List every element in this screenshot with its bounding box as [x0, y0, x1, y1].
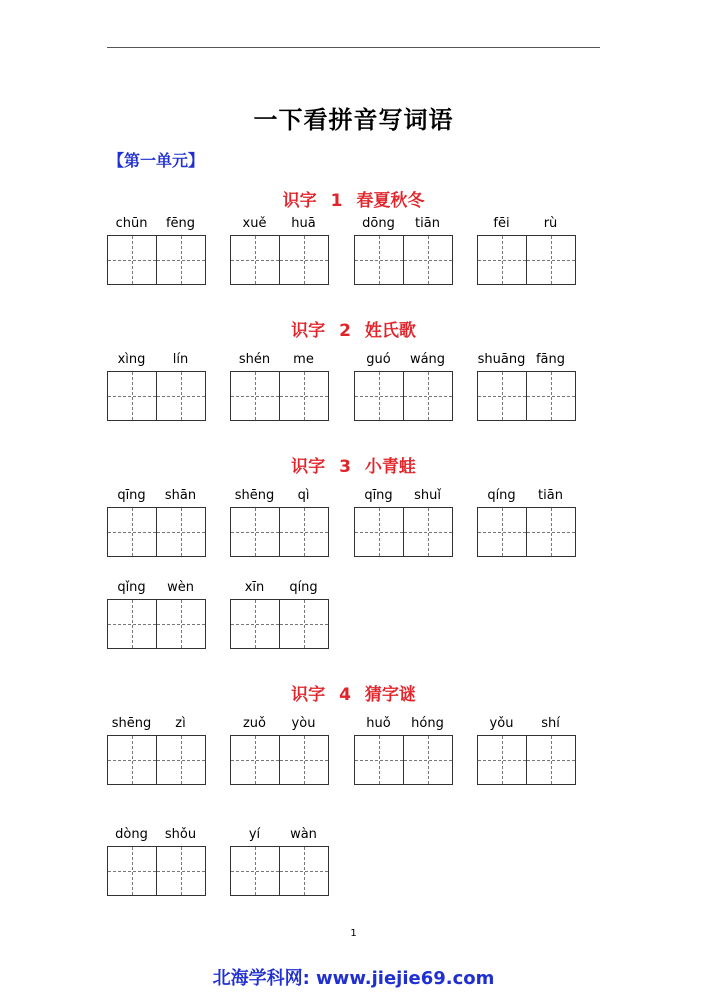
tianzige-grid[interactable] — [354, 371, 453, 421]
writing-cell[interactable] — [355, 236, 404, 284]
writing-cell[interactable] — [280, 600, 328, 648]
lesson-heading: 识字 1 春夏秋冬 — [282, 191, 425, 211]
writing-cell[interactable] — [527, 736, 575, 784]
word-item — [230, 352, 329, 428]
writing-cell[interactable] — [157, 736, 205, 784]
tianzige-grid[interactable] — [107, 371, 206, 421]
word-item — [354, 352, 453, 428]
word-item — [107, 352, 206, 428]
writing-cell[interactable] — [527, 236, 575, 284]
pinyin-label: tiān — [538, 488, 563, 503]
pinyin-label: me — [293, 352, 314, 367]
footer-website: 北海学科网: www.jiejie69.com — [212, 968, 495, 989]
word-item — [477, 216, 576, 292]
writing-cell[interactable] — [157, 372, 205, 420]
writing-cell[interactable] — [108, 736, 157, 784]
guide-line-horizontal — [157, 760, 205, 761]
guide-line-horizontal — [231, 396, 279, 397]
writing-cell[interactable] — [478, 508, 527, 556]
pinyin-label: fēi — [493, 216, 510, 231]
pinyin-label: fāng — [535, 352, 566, 367]
pinyin-label: guó — [366, 352, 391, 367]
guide-line-horizontal — [157, 396, 205, 397]
writing-cell[interactable] — [231, 600, 280, 648]
word-item — [230, 716, 329, 792]
word-item — [107, 216, 206, 292]
pinyin-label: tiān — [415, 216, 440, 231]
writing-cell[interactable] — [355, 372, 404, 420]
pinyin-label: shuāng — [477, 352, 526, 367]
writing-cell[interactable] — [478, 236, 527, 284]
writing-cell[interactable] — [157, 236, 205, 284]
writing-cell[interactable] — [157, 508, 205, 556]
writing-cell[interactable] — [280, 372, 328, 420]
guide-line-horizontal — [404, 532, 452, 533]
tianzige-grid[interactable] — [354, 735, 453, 785]
tianzige-grid[interactable] — [107, 846, 206, 896]
tianzige-grid[interactable] — [230, 235, 329, 285]
guide-line-horizontal — [231, 532, 279, 533]
word-item — [230, 827, 329, 903]
writing-cell[interactable] — [355, 736, 404, 784]
pinyin-label: shuǐ — [414, 488, 441, 503]
guide-line-horizontal — [478, 260, 526, 261]
tianzige-grid[interactable] — [107, 507, 206, 557]
word-item — [477, 716, 576, 792]
pinyin-label: shén — [238, 352, 271, 367]
guide-line-horizontal — [355, 760, 403, 761]
word-item — [230, 580, 329, 656]
guide-line-horizontal — [527, 260, 575, 261]
word-item — [230, 216, 329, 292]
pinyin-label: qǐng — [117, 580, 146, 595]
tianzige-grid[interactable] — [477, 235, 576, 285]
writing-cell[interactable] — [527, 372, 575, 420]
pinyin-label: shēng — [111, 716, 152, 731]
tianzige-grid[interactable] — [230, 507, 329, 557]
writing-cell[interactable] — [280, 508, 328, 556]
tianzige-grid[interactable] — [477, 507, 576, 557]
pinyin-label: dōng — [362, 216, 395, 231]
word-item — [354, 488, 453, 564]
guide-line-horizontal — [157, 624, 205, 625]
guide-line-horizontal — [157, 532, 205, 533]
writing-cell[interactable] — [478, 372, 527, 420]
writing-cell[interactable] — [231, 736, 280, 784]
guide-line-horizontal — [157, 260, 205, 261]
pinyin-label: rù — [543, 216, 558, 231]
tianzige-grid[interactable] — [107, 235, 206, 285]
pinyin-label: yòu — [291, 716, 316, 731]
tianzige-grid[interactable] — [107, 735, 206, 785]
pinyin-label: xīn — [244, 580, 265, 595]
word-item — [107, 827, 206, 903]
pinyin-label: qīng — [364, 488, 393, 503]
pinyin-label: qíng — [289, 580, 318, 595]
pinyin-label: hóng — [411, 716, 444, 731]
guide-line-horizontal — [478, 396, 526, 397]
guide-line-horizontal — [404, 760, 452, 761]
tianzige-grid[interactable] — [230, 735, 329, 785]
writing-cell[interactable] — [231, 372, 280, 420]
guide-line-horizontal — [355, 532, 403, 533]
tianzige-grid[interactable] — [477, 371, 576, 421]
guide-line-horizontal — [108, 396, 156, 397]
tianzige-grid[interactable] — [230, 599, 329, 649]
writing-cell[interactable] — [231, 847, 280, 895]
lesson-heading: 识字 4 猜字谜 — [291, 685, 416, 705]
guide-line-horizontal — [404, 260, 452, 261]
writing-cell[interactable] — [280, 736, 328, 784]
pinyin-label: chūn — [115, 216, 148, 231]
writing-cell[interactable] — [280, 236, 328, 284]
pinyin-label: shǒu — [164, 827, 197, 842]
pinyin-label: huā — [291, 216, 316, 231]
pinyin-label: shēng — [234, 488, 275, 503]
guide-line-horizontal — [231, 871, 279, 872]
word-item — [107, 488, 206, 564]
tianzige-grid[interactable] — [230, 371, 329, 421]
guide-line-horizontal — [280, 396, 328, 397]
word-item — [107, 580, 206, 656]
header-rule — [107, 47, 600, 48]
writing-cell[interactable] — [478, 736, 527, 784]
word-item — [477, 488, 576, 564]
guide-line-horizontal — [231, 260, 279, 261]
word-item — [230, 488, 329, 564]
pinyin-label: qīng — [117, 488, 146, 503]
writing-cell[interactable] — [404, 236, 452, 284]
guide-line-horizontal — [527, 532, 575, 533]
lesson-heading: 识字 3 小青蛙 — [291, 457, 416, 477]
guide-line-horizontal — [231, 624, 279, 625]
writing-cell[interactable] — [157, 847, 205, 895]
pinyin-label: fēng — [165, 216, 196, 231]
guide-line-horizontal — [280, 624, 328, 625]
writing-cell[interactable] — [108, 508, 157, 556]
writing-cell[interactable] — [355, 508, 404, 556]
unit-heading: 【第一单元】 — [108, 151, 205, 170]
tianzige-grid[interactable] — [230, 846, 329, 896]
word-item — [354, 216, 453, 292]
writing-cell[interactable] — [404, 736, 452, 784]
guide-line-horizontal — [478, 760, 526, 761]
pinyin-label: qíng — [487, 488, 516, 503]
lesson-heading: 识字 2 姓氏歌 — [291, 321, 416, 341]
pinyin-label: xìng — [117, 352, 146, 367]
guide-line-horizontal — [527, 760, 575, 761]
pinyin-label: xuě — [242, 216, 267, 231]
guide-line-horizontal — [527, 396, 575, 397]
guide-line-horizontal — [280, 871, 328, 872]
guide-line-horizontal — [157, 871, 205, 872]
pinyin-label: lín — [172, 352, 189, 367]
guide-line-horizontal — [108, 760, 156, 761]
pinyin-label: shí — [541, 716, 560, 731]
pinyin-label: wèn — [167, 580, 194, 595]
word-item — [477, 352, 576, 428]
guide-line-horizontal — [280, 260, 328, 261]
guide-line-horizontal — [355, 396, 403, 397]
page-title: 一下看拼音写词语 — [253, 106, 454, 134]
guide-line-horizontal — [108, 871, 156, 872]
writing-cell[interactable] — [527, 508, 575, 556]
word-item — [354, 716, 453, 792]
writing-cell[interactable] — [157, 600, 205, 648]
pinyin-label: shān — [164, 488, 197, 503]
pinyin-label: huǒ — [366, 716, 391, 731]
guide-line-horizontal — [108, 260, 156, 261]
writing-cell[interactable] — [404, 508, 452, 556]
tianzige-grid[interactable] — [477, 735, 576, 785]
word-item — [107, 716, 206, 792]
pinyin-label: yǒu — [489, 716, 514, 731]
tianzige-grid[interactable] — [354, 507, 453, 557]
tianzige-grid[interactable] — [354, 235, 453, 285]
pinyin-label: qì — [297, 488, 310, 503]
pinyin-label: dòng — [115, 827, 148, 842]
pinyin-label: zì — [175, 716, 186, 731]
guide-line-horizontal — [108, 624, 156, 625]
guide-line-horizontal — [280, 760, 328, 761]
guide-line-horizontal — [355, 260, 403, 261]
writing-cell[interactable] — [108, 600, 157, 648]
pinyin-label: wàn — [290, 827, 317, 842]
writing-cell[interactable] — [108, 236, 157, 284]
writing-cell[interactable] — [404, 372, 452, 420]
guide-line-horizontal — [478, 532, 526, 533]
writing-cell[interactable] — [108, 847, 157, 895]
page-number: 1 — [350, 928, 357, 939]
pinyin-label: zuǒ — [242, 716, 267, 731]
guide-line-horizontal — [108, 532, 156, 533]
writing-cell[interactable] — [231, 508, 280, 556]
writing-cell[interactable] — [231, 236, 280, 284]
writing-cell[interactable] — [280, 847, 328, 895]
guide-line-horizontal — [404, 396, 452, 397]
guide-line-horizontal — [231, 760, 279, 761]
guide-line-horizontal — [280, 532, 328, 533]
pinyin-label: wáng — [409, 352, 446, 367]
writing-cell[interactable] — [108, 372, 157, 420]
tianzige-grid[interactable] — [107, 599, 206, 649]
pinyin-label: yí — [248, 827, 261, 842]
